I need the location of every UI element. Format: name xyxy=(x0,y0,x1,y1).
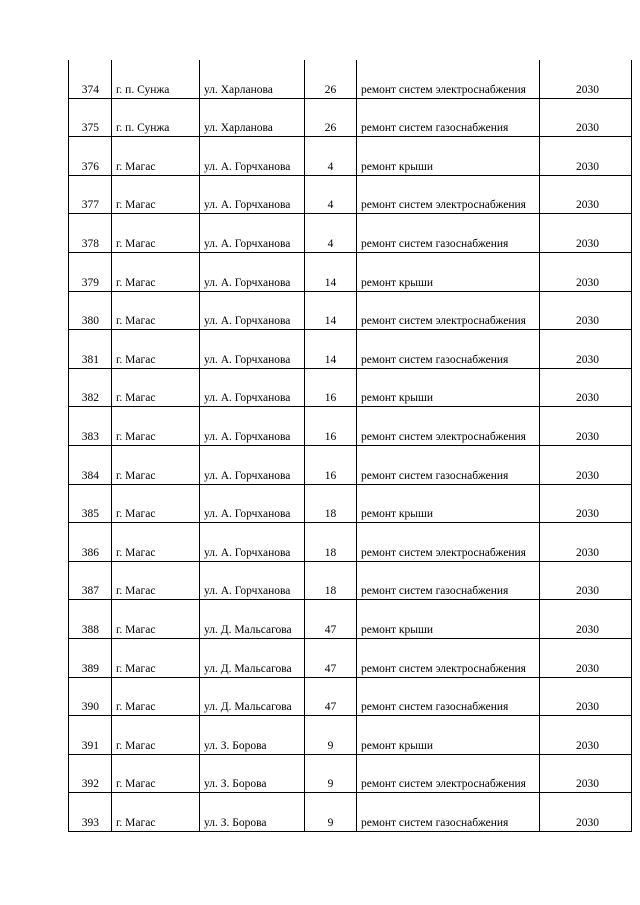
table-row xyxy=(69,716,632,755)
work-type-cell: ремонт систем электроснабжения xyxy=(357,638,540,677)
table-row xyxy=(69,98,632,137)
year-cell: 2030 xyxy=(540,407,632,446)
row-number-cell: 381 xyxy=(69,330,112,369)
table-row xyxy=(69,793,632,832)
house-number-cell: 9 xyxy=(305,793,357,832)
street-cell: ул. З. Борова xyxy=(200,754,305,793)
house-number-cell: 14 xyxy=(305,291,357,330)
street-cell: ул. Харланова xyxy=(200,60,305,98)
work-type-cell: ремонт систем газоснабжения xyxy=(357,330,540,369)
work-type-cell: ремонт систем электроснабжения xyxy=(357,291,540,330)
settlement-cell: г. п. Сунжа xyxy=(112,98,200,137)
work-type-cell: ремонт систем газоснабжения xyxy=(357,445,540,484)
row-number-cell: 392 xyxy=(69,754,112,793)
settlement-cell: г. Магас xyxy=(112,754,200,793)
row-number-cell: 382 xyxy=(69,368,112,407)
year-cell: 2030 xyxy=(540,716,632,755)
table-row xyxy=(69,638,632,677)
table-row xyxy=(69,754,632,793)
table-row xyxy=(69,677,632,716)
work-type-cell: ремонт систем газоснабжения xyxy=(357,214,540,253)
work-type-cell: ремонт крыши xyxy=(357,484,540,523)
house-number-cell: 4 xyxy=(305,175,357,214)
row-number-cell: 385 xyxy=(69,484,112,523)
year-cell: 2030 xyxy=(540,561,632,600)
house-number-cell: 4 xyxy=(305,137,357,176)
year-cell: 2030 xyxy=(540,677,632,716)
row-number-cell: 393 xyxy=(69,793,112,832)
settlement-cell: г. Магас xyxy=(112,638,200,677)
house-number-cell: 4 xyxy=(305,214,357,253)
settlement-cell: г. Магас xyxy=(112,252,200,291)
year-cell: 2030 xyxy=(540,330,632,369)
year-cell: 2030 xyxy=(540,175,632,214)
row-number-cell: 391 xyxy=(69,716,112,755)
street-cell: ул. А. Горчханова xyxy=(200,137,305,176)
year-cell: 2030 xyxy=(540,754,632,793)
house-number-cell: 14 xyxy=(305,252,357,291)
table-body xyxy=(69,60,632,831)
house-number-cell: 26 xyxy=(305,60,357,98)
year-cell: 2030 xyxy=(540,60,632,98)
house-number-cell: 26 xyxy=(305,98,357,137)
street-cell: ул. Д. Мальсагова xyxy=(200,600,305,639)
row-number-cell: 377 xyxy=(69,175,112,214)
work-type-cell: ремонт систем газоснабжения xyxy=(357,793,540,832)
settlement-cell: г. Магас xyxy=(112,484,200,523)
year-cell: 2030 xyxy=(540,445,632,484)
table-row xyxy=(69,137,632,176)
work-type-cell: ремонт систем газоснабжения xyxy=(357,677,540,716)
table-row xyxy=(69,60,632,98)
street-cell: ул. А. Горчханова xyxy=(200,445,305,484)
year-cell: 2030 xyxy=(540,137,632,176)
row-number-cell: 386 xyxy=(69,523,112,562)
year-cell: 2030 xyxy=(540,291,632,330)
work-type-cell: ремонт систем электроснабжения xyxy=(357,407,540,446)
house-number-cell: 14 xyxy=(305,330,357,369)
settlement-cell: г. Магас xyxy=(112,214,200,253)
settlement-cell: г. п. Сунжа xyxy=(112,60,200,98)
table-row xyxy=(69,368,632,407)
house-number-cell: 16 xyxy=(305,445,357,484)
year-cell: 2030 xyxy=(540,600,632,639)
work-type-cell: ремонт систем электроснабжения xyxy=(357,754,540,793)
table-row xyxy=(69,175,632,214)
street-cell: ул. Харланова xyxy=(200,98,305,137)
row-number-cell: 390 xyxy=(69,677,112,716)
table-row xyxy=(69,291,632,330)
table-row xyxy=(69,523,632,562)
row-number-cell: 388 xyxy=(69,600,112,639)
street-cell: ул. А. Горчханова xyxy=(200,407,305,446)
settlement-cell: г. Магас xyxy=(112,368,200,407)
settlement-cell: г. Магас xyxy=(112,175,200,214)
work-type-cell: ремонт систем электроснабжения xyxy=(357,175,540,214)
year-cell: 2030 xyxy=(540,523,632,562)
row-number-cell: 378 xyxy=(69,214,112,253)
house-number-cell: 47 xyxy=(305,638,357,677)
row-number-cell: 387 xyxy=(69,561,112,600)
street-cell: ул. З. Борова xyxy=(200,793,305,832)
row-number-cell: 374 xyxy=(69,60,112,98)
table-row xyxy=(69,561,632,600)
settlement-cell: г. Магас xyxy=(112,677,200,716)
year-cell: 2030 xyxy=(540,252,632,291)
work-type-cell: ремонт систем газоснабжения xyxy=(357,98,540,137)
settlement-cell: г. Магас xyxy=(112,407,200,446)
row-number-cell: 383 xyxy=(69,407,112,446)
settlement-cell: г. Магас xyxy=(112,600,200,639)
street-cell: ул. З. Борова xyxy=(200,716,305,755)
settlement-cell: г. Магас xyxy=(112,445,200,484)
settlement-cell: г. Магас xyxy=(112,561,200,600)
year-cell: 2030 xyxy=(540,98,632,137)
table-row xyxy=(69,407,632,446)
table-row xyxy=(69,484,632,523)
street-cell: ул. Д. Мальсагова xyxy=(200,638,305,677)
row-number-cell: 384 xyxy=(69,445,112,484)
table-row xyxy=(69,214,632,253)
row-number-cell: 375 xyxy=(69,98,112,137)
street-cell: ул. А. Горчханова xyxy=(200,330,305,369)
street-cell: ул. А. Горчханова xyxy=(200,368,305,407)
house-number-cell: 18 xyxy=(305,561,357,600)
work-type-cell: ремонт крыши xyxy=(357,716,540,755)
street-cell: ул. А. Горчханова xyxy=(200,214,305,253)
settlement-cell: г. Магас xyxy=(112,330,200,369)
work-type-cell: ремонт систем электроснабжения xyxy=(357,60,540,98)
row-number-cell: 389 xyxy=(69,638,112,677)
house-number-cell: 9 xyxy=(305,754,357,793)
house-number-cell: 47 xyxy=(305,677,357,716)
work-type-cell: ремонт крыши xyxy=(357,252,540,291)
work-type-cell: ремонт систем газоснабжения xyxy=(357,561,540,600)
work-type-cell: ремонт крыши xyxy=(357,137,540,176)
year-cell: 2030 xyxy=(540,484,632,523)
house-number-cell: 9 xyxy=(305,716,357,755)
street-cell: ул. А. Горчханова xyxy=(200,291,305,330)
year-cell: 2030 xyxy=(540,368,632,407)
row-number-cell: 380 xyxy=(69,291,112,330)
year-cell: 2030 xyxy=(540,638,632,677)
settlement-cell: г. Магас xyxy=(112,291,200,330)
row-number-cell: 376 xyxy=(69,137,112,176)
house-number-cell: 47 xyxy=(305,600,357,639)
table-row xyxy=(69,600,632,639)
settlement-cell: г. Магас xyxy=(112,793,200,832)
table-row xyxy=(69,445,632,484)
street-cell: ул. А. Горчханова xyxy=(200,484,305,523)
table-row xyxy=(69,252,632,291)
street-cell: ул. А. Горчханова xyxy=(200,523,305,562)
street-cell: ул. А. Горчханова xyxy=(200,561,305,600)
settlement-cell: г. Магас xyxy=(112,523,200,562)
repair-schedule-table xyxy=(68,60,632,832)
settlement-cell: г. Магас xyxy=(112,716,200,755)
street-cell: ул. А. Горчханова xyxy=(200,252,305,291)
house-number-cell: 18 xyxy=(305,484,357,523)
year-cell: 2030 xyxy=(540,214,632,253)
year-cell: 2030 xyxy=(540,793,632,832)
street-cell: ул. А. Горчханова xyxy=(200,175,305,214)
settlement-cell: г. Магас xyxy=(112,137,200,176)
table-row xyxy=(69,330,632,369)
house-number-cell: 18 xyxy=(305,523,357,562)
work-type-cell: ремонт крыши xyxy=(357,600,540,639)
work-type-cell: ремонт крыши xyxy=(357,368,540,407)
work-type-cell: ремонт систем электроснабжения xyxy=(357,523,540,562)
street-cell: ул. Д. Мальсагова xyxy=(200,677,305,716)
row-number-cell: 379 xyxy=(69,252,112,291)
house-number-cell: 16 xyxy=(305,368,357,407)
house-number-cell: 16 xyxy=(305,407,357,446)
